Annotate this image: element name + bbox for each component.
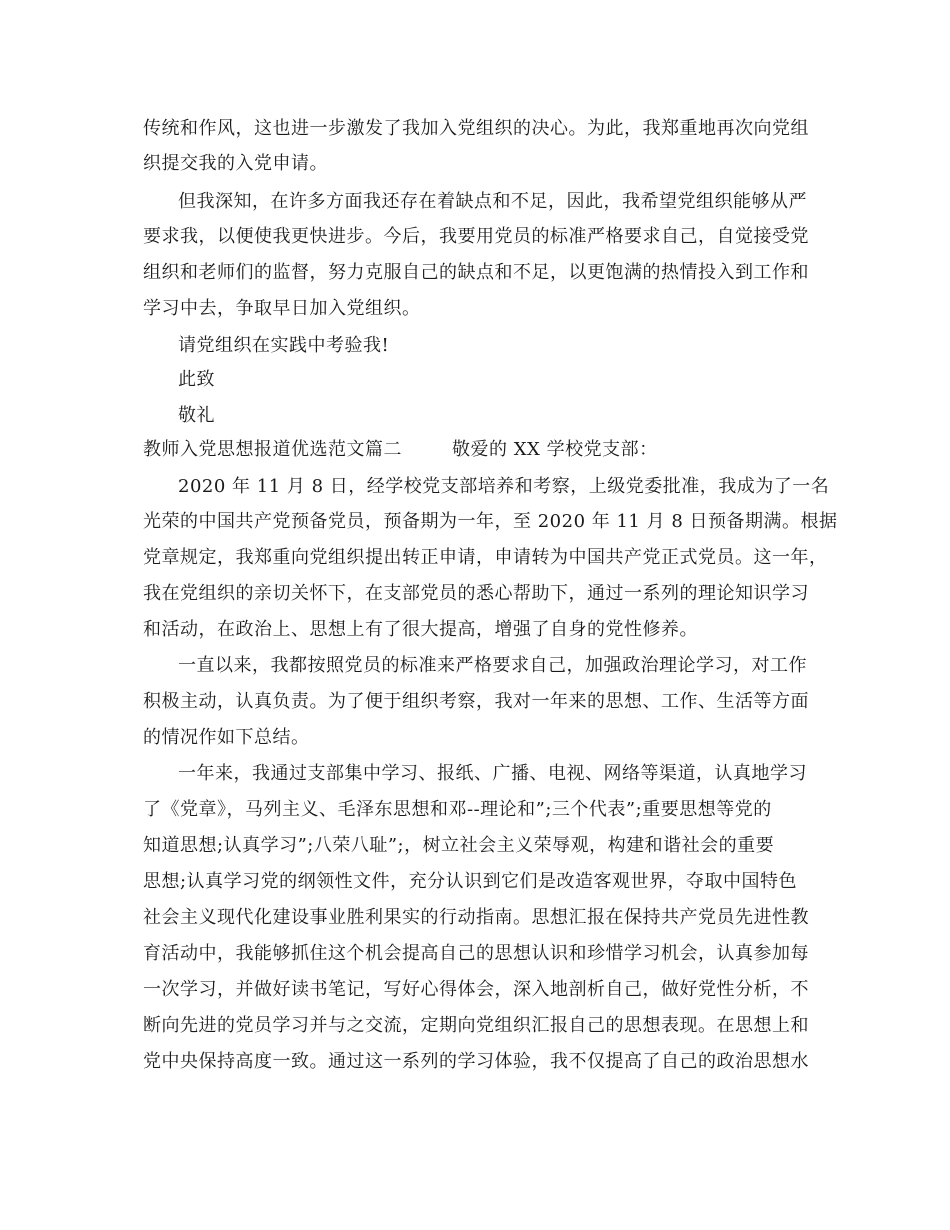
text-line: 育活动中，我能够抓住这个机会提高自己的思想认识和珍惜学习机会，认真参加每 xyxy=(143,943,809,964)
text-line: 断向先进的党员学习并与之交流，定期向党组织汇报自己的思想表现。在思想上和 xyxy=(143,1015,809,1036)
salutation: 敬爱的 XX 学校党支部： xyxy=(452,439,658,460)
text-line: 知道思想;认真学习”;八荣八耻”;，树立社会主义荣辱观，构建和谐社会的重要 xyxy=(143,835,775,856)
text-line: 思想;认真学习党的纲领性文件，充分认识到它们是改造客观世界，夺取中国特色 xyxy=(143,871,798,892)
text-line: 党章规定，我郑重向党组织提出转正申请，申请转为中国共产党正式党员。这一年， xyxy=(143,547,828,568)
text-line: 此致 xyxy=(178,369,215,390)
text-line: 传统和作风，这也进一步激发了我加入党组织的决心。为此，我郑重地再次向党组 xyxy=(143,118,809,139)
text-line: 积极主动，认真负责。为了便于组织考察，我对一年来的思想、工作、生活等方面 xyxy=(143,691,809,712)
text-line: 了《党章》，马列主义、毛泽东思想和邓--理论和”;三个代表”;重要思想等党的 xyxy=(143,799,772,820)
text-line: 一次学习，并做好读书笔记，写好心得体会，深入地剖析自己，做好党性分析，不 xyxy=(143,979,809,1000)
section-heading xyxy=(143,438,658,462)
text-line: 织提交我的入党申请。 xyxy=(143,153,328,174)
text-line: 社会主义现代化建设事业胜利果实的行动指南。思想汇报在保持共产党员先进性教 xyxy=(143,907,809,928)
text-line: 学习中去，争取早日加入党组织。 xyxy=(143,298,421,319)
text-line: 2020 年 11 月 8 日，经学校党支部培养和考察，上级党委批准，我成为了一名 xyxy=(178,476,830,497)
text-line: 一直以来，我都按照党员的标准来严格要求自己，加强政治理论学习，对工作 xyxy=(178,655,807,676)
text-line: 和活动，在政治上、思想上有了很大提高，增强了自身的党性修养。 xyxy=(143,619,698,640)
text-line: 组织和老师们的监督，努力克服自己的缺点和不足，以更饱满的热情投入到工作和 xyxy=(143,262,809,283)
text-line: 敬礼 xyxy=(178,405,215,426)
text-line: 一年来，我通过支部集中学习、报纸、广播、电视、网络等渠道，认真地学习 xyxy=(178,763,807,784)
text-line: 请党组织在实践中考验我! xyxy=(178,335,390,356)
text-line: 要求我，以便使我更快进步。今后，我要用党员的标准严格要求自己，自觉接受党 xyxy=(143,226,809,247)
text-line: 党中央保持高度一致。通过这一系列的学习体验，我不仅提高了自己的政治思想水 xyxy=(143,1051,809,1072)
text-line: 光荣的中国共产党预备党员，预备期为一年，至 2020 年 11 月 8 日预备期满。根据 xyxy=(143,511,838,532)
text-line: 但我深知，在许多方面我还存在着缺点和不足，因此，我希望党组织能够从严 xyxy=(178,191,807,212)
text-line: 我在党组织的亲切关怀下，在支部党员的悉心帮助下，通过一系列的理论知识学习 xyxy=(143,583,809,604)
text-line: 的情况作如下总结。 xyxy=(143,727,310,748)
section-title: 教师入党思想报道优选范文篇二 xyxy=(143,439,402,460)
